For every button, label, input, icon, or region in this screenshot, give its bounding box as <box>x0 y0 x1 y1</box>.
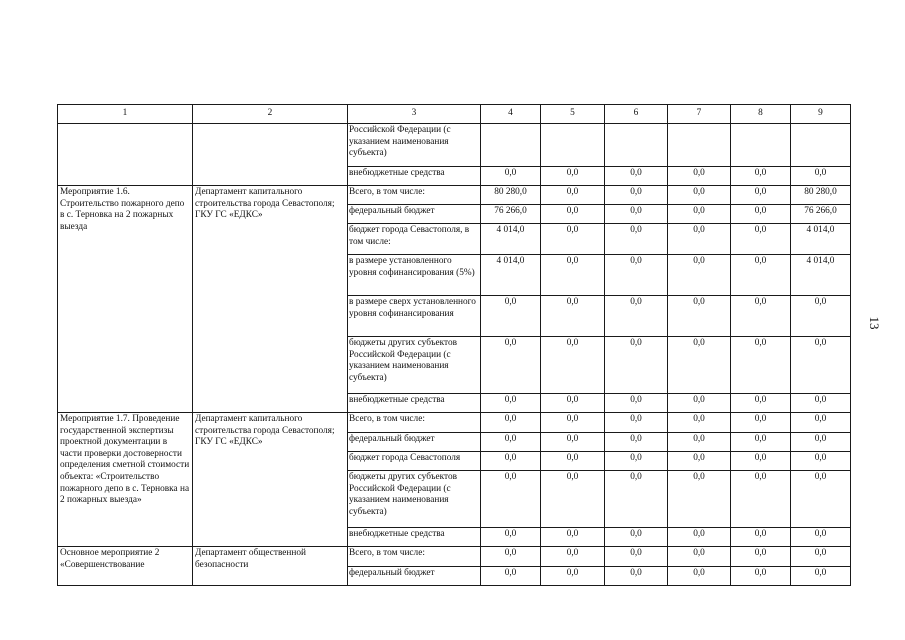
amount-cell: 0,0 <box>668 547 731 567</box>
table-row <box>58 547 851 567</box>
amount-cell: 76 266,0 <box>481 205 541 224</box>
amount-cell: 0,0 <box>481 394 541 413</box>
funding-source-cell: федеральный бюджет <box>348 205 481 224</box>
funding-source-cell: бюджет города Севастополя <box>348 452 481 471</box>
amount-cell: 0,0 <box>541 413 605 433</box>
funding-source-cell: Всего, в том числе: <box>348 413 481 433</box>
amount-cell: 4 014,0 <box>791 224 851 255</box>
amount-cell: 0,0 <box>481 547 541 567</box>
amount-cell: 76 266,0 <box>791 205 851 224</box>
funding-source-cell: федеральный бюджет <box>348 567 481 586</box>
amount-cell: 0,0 <box>605 547 668 567</box>
amount-cell: 0,0 <box>668 394 731 413</box>
event-name-cell: Мероприятие 1.6. Строительство пожарного депо в с. Терновка на 2 пожарных выезда <box>58 186 193 413</box>
amount-cell <box>731 124 791 167</box>
amount-cell: 0,0 <box>481 471 541 528</box>
amount-cell: 0,0 <box>541 296 605 337</box>
amount-cell: 4 014,0 <box>481 224 541 255</box>
funding-source-cell: Российской Федерации (с указанием наименования субъекта) <box>348 124 481 167</box>
table-row <box>58 413 851 433</box>
amount-cell: 0,0 <box>605 413 668 433</box>
budget-table-sheet <box>57 104 851 586</box>
amount-cell: 0,0 <box>791 296 851 337</box>
amount-cell <box>541 124 605 167</box>
amount-cell: 0,0 <box>791 167 851 186</box>
amount-cell <box>668 124 731 167</box>
amount-cell: 0,0 <box>731 167 791 186</box>
amount-cell: 0,0 <box>791 452 851 471</box>
amount-cell: 0,0 <box>605 296 668 337</box>
amount-cell: 0,0 <box>481 452 541 471</box>
amount-cell <box>605 124 668 167</box>
amount-cell: 0,0 <box>668 186 731 205</box>
funding-source-cell: внебюджетные средства <box>348 394 481 413</box>
column-number-row <box>58 105 851 124</box>
amount-cell: 0,0 <box>731 205 791 224</box>
table-row <box>58 186 851 205</box>
amount-cell: 0,0 <box>541 452 605 471</box>
amount-cell: 0,0 <box>668 567 731 586</box>
funding-source-cell: Всего, в том числе: <box>348 547 481 567</box>
column-number: 2 <box>193 105 348 124</box>
executor-cell: Департамент общественной безопасности <box>193 547 348 586</box>
amount-cell: 4 014,0 <box>481 255 541 296</box>
amount-cell: 0,0 <box>731 433 791 452</box>
amount-cell: 0,0 <box>605 255 668 296</box>
amount-cell: 0,0 <box>731 337 791 394</box>
amount-cell: 0,0 <box>605 337 668 394</box>
amount-cell: 0,0 <box>731 186 791 205</box>
amount-cell: 0,0 <box>605 528 668 547</box>
funding-source-cell: бюджеты других субъектов Российской Федерации (с указанием наименования субъекта) <box>348 337 481 394</box>
funding-source-cell: бюджет города Севастополя, в том числе: <box>348 224 481 255</box>
amount-cell: 0,0 <box>731 224 791 255</box>
amount-cell: 0,0 <box>541 337 605 394</box>
amount-cell: 0,0 <box>541 433 605 452</box>
amount-cell: 0,0 <box>731 296 791 337</box>
amount-cell: 0,0 <box>668 471 731 528</box>
amount-cell: 0,0 <box>731 394 791 413</box>
amount-cell: 0,0 <box>605 471 668 528</box>
amount-cell: 0,0 <box>668 433 731 452</box>
budget-table <box>57 104 851 586</box>
amount-cell: 0,0 <box>731 413 791 433</box>
amount-cell: 0,0 <box>541 224 605 255</box>
amount-cell: 0,0 <box>791 394 851 413</box>
column-number: 8 <box>731 105 791 124</box>
amount-cell: 0,0 <box>668 337 731 394</box>
amount-cell: 0,0 <box>791 547 851 567</box>
amount-cell: 0,0 <box>541 567 605 586</box>
funding-source-cell: Всего, в том числе: <box>348 186 481 205</box>
event-name-cell <box>58 124 193 186</box>
amount-cell: 0,0 <box>668 528 731 547</box>
column-number: 5 <box>541 105 605 124</box>
amount-cell: 0,0 <box>605 452 668 471</box>
amount-cell: 0,0 <box>731 452 791 471</box>
event-name-cell: Основное мероприятие 2 «Совершенствование <box>58 547 193 586</box>
amount-cell: 0,0 <box>791 567 851 586</box>
amount-cell: 80 280,0 <box>791 186 851 205</box>
column-number: 9 <box>791 105 851 124</box>
amount-cell: 0,0 <box>541 186 605 205</box>
amount-cell <box>481 124 541 167</box>
amount-cell <box>791 124 851 167</box>
amount-cell: 0,0 <box>481 567 541 586</box>
amount-cell: 0,0 <box>731 255 791 296</box>
amount-cell: 0,0 <box>791 337 851 394</box>
funding-source-cell: внебюджетные средства <box>348 528 481 547</box>
funding-source-cell: в размере сверх установленного уровня софинансирования <box>348 296 481 337</box>
amount-cell: 0,0 <box>605 394 668 413</box>
amount-cell: 0,0 <box>731 547 791 567</box>
executor-cell: Департамент капитального строительства города Севастополя; ГКУ ГС «ЕДКС» <box>193 413 348 547</box>
amount-cell: 0,0 <box>605 567 668 586</box>
amount-cell: 0,0 <box>541 255 605 296</box>
column-number: 4 <box>481 105 541 124</box>
funding-source-cell: бюджеты других субъектов Российской Федерации (с указанием наименования субъекта) <box>348 471 481 528</box>
funding-source-cell: в размере установленного уровня софинансирования (5%) <box>348 255 481 296</box>
amount-cell: 0,0 <box>481 167 541 186</box>
column-number: 1 <box>58 105 193 124</box>
amount-cell: 0,0 <box>668 205 731 224</box>
amount-cell: 0,0 <box>668 296 731 337</box>
amount-cell: 0,0 <box>791 528 851 547</box>
amount-cell: 0,0 <box>668 167 731 186</box>
column-number: 6 <box>605 105 668 124</box>
amount-cell: 0,0 <box>605 205 668 224</box>
amount-cell: 0,0 <box>791 471 851 528</box>
amount-cell: 0,0 <box>668 224 731 255</box>
column-number: 3 <box>348 105 481 124</box>
funding-source-cell: внебюджетные средства <box>348 167 481 186</box>
amount-cell: 0,0 <box>668 255 731 296</box>
amount-cell: 0,0 <box>791 433 851 452</box>
amount-cell: 0,0 <box>605 167 668 186</box>
amount-cell: 0,0 <box>481 413 541 433</box>
amount-cell: 0,0 <box>541 167 605 186</box>
amount-cell: 0,0 <box>481 296 541 337</box>
amount-cell: 0,0 <box>541 471 605 528</box>
column-number: 7 <box>668 105 731 124</box>
funding-source-cell: федеральный бюджет <box>348 433 481 452</box>
amount-cell: 0,0 <box>731 567 791 586</box>
amount-cell: 0,0 <box>541 205 605 224</box>
amount-cell: 0,0 <box>605 433 668 452</box>
amount-cell: 0,0 <box>541 394 605 413</box>
executor-cell <box>193 124 348 186</box>
amount-cell: 0,0 <box>541 528 605 547</box>
executor-cell: Департамент капитального строительства города Севастополя; ГКУ ГС «ЕДКС» <box>193 186 348 413</box>
amount-cell: 0,0 <box>731 528 791 547</box>
event-name-cell: Мероприятие 1.7. Проведение государственной экспертизы проектной документации в части проверки достоверности определения сметной стоимости объекта: «Строительство пожарного депо в с. Терновка на 2 пожарных выезда» <box>58 413 193 547</box>
amount-cell: 4 014,0 <box>791 255 851 296</box>
amount-cell: 0,0 <box>731 471 791 528</box>
amount-cell: 80 280,0 <box>481 186 541 205</box>
amount-cell: 0,0 <box>605 224 668 255</box>
amount-cell: 0,0 <box>481 433 541 452</box>
amount-cell: 0,0 <box>668 413 731 433</box>
amount-cell: 0,0 <box>791 413 851 433</box>
page-number: 13 <box>867 316 882 330</box>
amount-cell: 0,0 <box>605 186 668 205</box>
table-row <box>58 124 851 167</box>
amount-cell: 0,0 <box>668 452 731 471</box>
amount-cell: 0,0 <box>541 547 605 567</box>
amount-cell: 0,0 <box>481 528 541 547</box>
amount-cell: 0,0 <box>481 337 541 394</box>
